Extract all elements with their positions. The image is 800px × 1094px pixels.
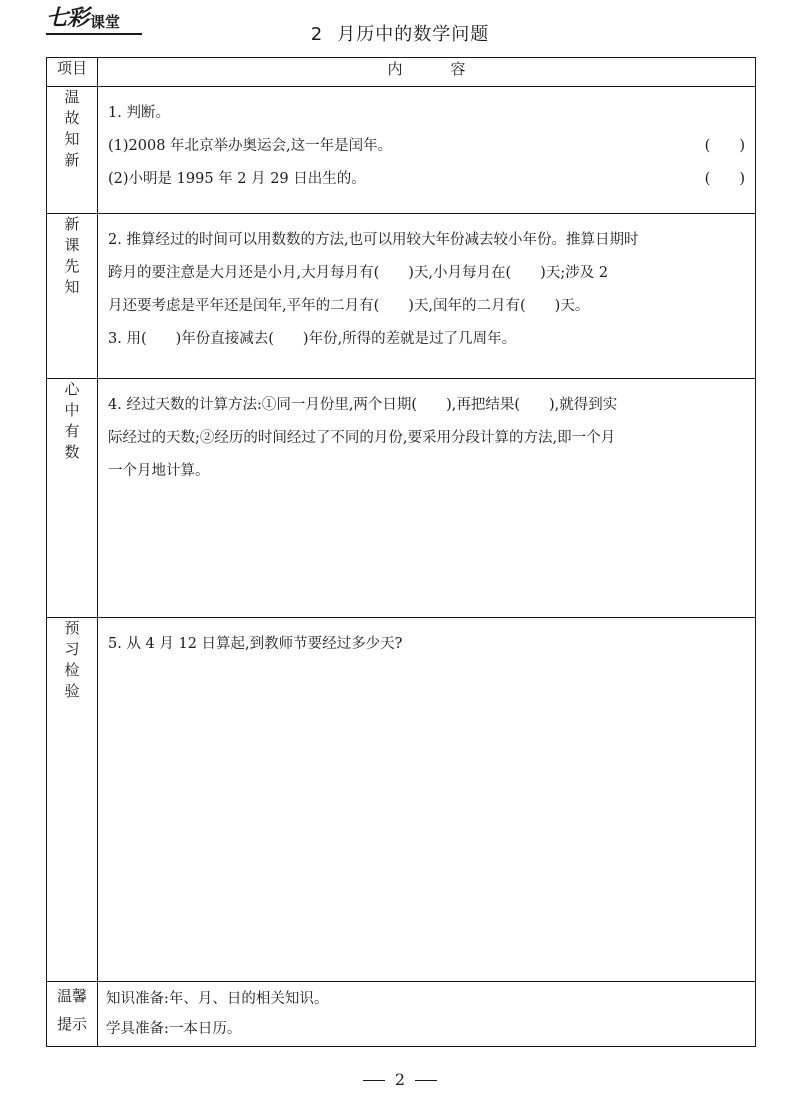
table-header-row: [47, 58, 756, 87]
question-2-line3: 月还要考虑是平年还是闰年,平年的二月有( )天,闰年的二月有( )天。: [108, 298, 590, 314]
question-2-line1: 2. 推算经过的时间可以用数数的方法,也可以用较大年份减去较小年份。推算日期时: [108, 232, 639, 248]
page-title: [0, 20, 800, 46]
section-self-check: [47, 618, 756, 982]
worksheet-table: [46, 57, 756, 1047]
section-key-points: [47, 379, 756, 618]
section-label-review: 温故知新: [47, 87, 98, 214]
question-2-line2: 跨月的要注意是大月还是小月,大月每月有( )天,小月每月在( )天;涉及 2: [108, 265, 609, 281]
page-number: 2: [0, 1070, 800, 1089]
question-1-title: 1. 判断。: [108, 105, 170, 121]
section-content-tips: [98, 982, 756, 1047]
question-4-line3: 一个月地计算。: [108, 463, 210, 479]
section-preview: [47, 214, 756, 379]
question-1a: (1)2008 年北京举办奥运会,这一年是闰年。 ( ): [108, 130, 745, 163]
section-content-key-points: [98, 379, 756, 618]
section-review: [47, 87, 756, 214]
lesson-title: 月历中的数学问题: [337, 24, 490, 45]
answer-blank-1b[interactable]: ( ): [704, 171, 745, 187]
tip-tools: 学具准备:一本日历。: [106, 1021, 242, 1037]
logo-suffix-text: 课堂: [90, 13, 121, 31]
section-content-preview: [98, 214, 756, 379]
section-label-key-points: 心中有数: [47, 379, 98, 618]
question-3-line1: 3. 用( )年份直接减去( )年份,所得的差就是过了几周年。: [108, 331, 517, 347]
section-content-self-check: [98, 618, 756, 982]
section-content-review: [98, 87, 756, 214]
col-header-content: 内容: [98, 58, 756, 87]
col-header-item: 项目: [47, 58, 98, 87]
question-1b: (2)小明是 1995 年 2 月 29 日出生的。 ( ): [108, 163, 745, 196]
section-label-tips: 温馨 提示: [47, 982, 98, 1047]
answer-blank-1a[interactable]: ( ): [704, 138, 745, 154]
lesson-number: 2: [310, 24, 324, 45]
question-5-line1: 5. 从 4 月 12 日算起,到教师节要经过多少天?: [108, 636, 403, 652]
section-tips: [47, 982, 756, 1047]
tip-knowledge: 知识准备:年、月、日的相关知识。: [106, 991, 329, 1007]
logo-brand-text: 七彩: [46, 6, 89, 31]
question-4-line2: 际经过的天数;②经历的时间经过了不同的月份,要采用分段计算的方法,即一个月: [108, 430, 616, 446]
question-4-line1: 4. 经过天数的计算方法:①同一月份里,两个日期( ),再把结果( ),就得到实: [108, 397, 618, 413]
answer-area-5[interactable]: [108, 661, 745, 961]
section-label-preview: 新课先知: [47, 214, 98, 379]
section-label-self-check: 预习检验: [47, 618, 98, 982]
